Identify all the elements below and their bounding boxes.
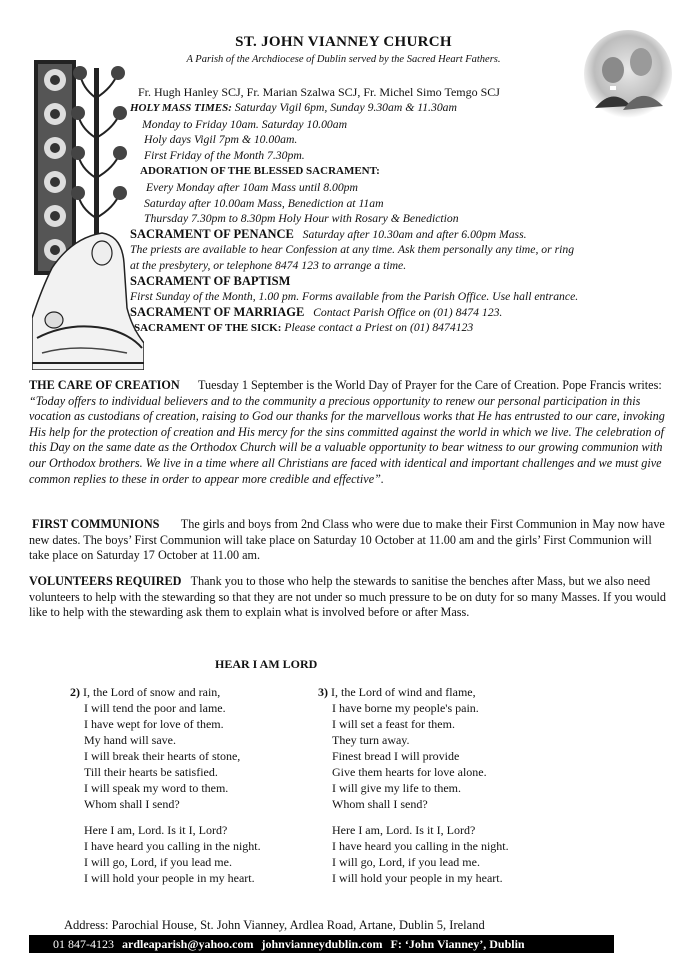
verse-line: I, the Lord of wind and flame, bbox=[328, 685, 476, 699]
pieta-tree-illustration bbox=[32, 58, 144, 370]
marriage-heading: SACRAMENT OF MARRIAGE bbox=[130, 304, 305, 319]
page-title: ST. JOHN VIANNEY CHURCH bbox=[235, 34, 452, 50]
care-of-creation-section bbox=[29, 378, 669, 487]
hymn-refrain-left bbox=[84, 822, 261, 886]
verse-line: My hand will save. bbox=[84, 733, 176, 747]
hymn-refrain-right bbox=[332, 822, 509, 886]
verse-line: I will speak my word to them. bbox=[84, 781, 229, 795]
penance-note: The priests are available to hear Confession at any time. Ask them personally any time, or ring bbox=[130, 243, 575, 257]
verse-line: I will break their hearts of stone, bbox=[84, 749, 241, 763]
contact-phone: 01 847-4123 bbox=[53, 937, 114, 951]
verse-line: Whom shall I send? bbox=[332, 797, 428, 811]
pope-quote: “Today offers to individual believers and to the community a precious opportunity to renew our personal participation in this vocation as custodians of creation, raising to God our thanks for the marvellous works that He has entrusted to our care, invoking His help for the protection of creation and His mercy for the sins committed against the world in which we live. The celebration of this Day on the same date as the Orthodox Church will be a valuable opportunity to bear witness to our growing communion with our Orthodox brothers. We live in a time where all Christians are faced with identical and important challenges and we must give common replies to these in order to appear more credible and effective”. bbox=[29, 393, 665, 486]
first-communions-heading: FIRST COMMUNIONS bbox=[32, 517, 160, 531]
adoration-monday: Every Monday after 10am Mass until 8.00pm bbox=[146, 180, 358, 194]
baptism-info: First Sunday of the Month, 1.00 pm. Forms available from the Parish Office. Use hall entrance. bbox=[130, 290, 579, 304]
refrain-line: I have heard you calling in the night. bbox=[84, 839, 261, 853]
hymn-title: HEAR I AM LORD bbox=[215, 657, 318, 671]
first-communions-section bbox=[29, 517, 669, 564]
adoration-thursday: Thursday 7.30pm to 8.30pm Holy Hour with Rosary & Benediction bbox=[144, 212, 459, 226]
verse-line: I, the Lord of snow and rain, bbox=[80, 685, 221, 699]
mass-times-line: Saturday Vigil 6pm, Sunday 9.30am & 11.30am bbox=[231, 101, 457, 114]
verse-line: Give them hearts for love alone. bbox=[332, 765, 487, 779]
pope-attribution: Pope Francis writes: bbox=[562, 378, 662, 392]
verse-line: Till their hearts be satisfied. bbox=[84, 765, 218, 779]
verse-line: I have wept for love of them. bbox=[84, 717, 224, 731]
verse-number: 3) bbox=[318, 685, 328, 699]
refrain-line: I have heard you calling in the night. bbox=[332, 839, 509, 853]
refrain-line: Here I am, Lord. Is it I, Lord? bbox=[84, 823, 228, 837]
refrain-line: I will go, Lord, if you lead me. bbox=[84, 855, 232, 869]
refrain-line: I will hold your people in my heart. bbox=[84, 871, 255, 885]
volunteers-section bbox=[29, 574, 669, 621]
mass-times-holydays: Holy days Vigil 7pm & 10.00am. bbox=[144, 133, 298, 147]
baptism-heading: SACRAMENT OF BAPTISM bbox=[130, 273, 291, 288]
verse-line: I will tend the poor and lame. bbox=[84, 701, 226, 715]
sick-heading: SACRAMENT OF THE SICK: bbox=[134, 322, 282, 335]
adoration-heading: ADORATION OF THE BLESSED SACRAMENT: bbox=[140, 165, 380, 178]
verse-line: I have borne my people's pain. bbox=[332, 701, 479, 715]
contact-facebook[interactable]: F: ‘John Vianney’, Dublin bbox=[390, 937, 525, 951]
care-of-creation-intro: Tuesday 1 September is the World Day of Prayer for the Care of Creation. bbox=[197, 378, 560, 392]
penance-note-2: at the presbytery, or telephone 8474 123 to arrange a time. bbox=[130, 258, 407, 272]
parish-address: Address: Parochial House, St. John Vianney, Ardlea Road, Artane, Dublin 5, Ireland bbox=[64, 918, 485, 932]
penance-times: Saturday after 10.30am and after 6.00pm Mass. bbox=[302, 227, 527, 241]
contact-email[interactable]: ardleaparish@yahoo.com bbox=[122, 937, 254, 951]
page-subtitle: A Parish of the Archdiocese of Dublin served by the Sacred Heart Fathers. bbox=[186, 54, 501, 65]
verse-line: I will set a feast for them. bbox=[332, 717, 455, 731]
adoration-saturday: Saturday after 10.00am Mass, Benediction at 11am bbox=[144, 196, 384, 210]
verse-line: Finest bread I will provide bbox=[332, 749, 460, 763]
contact-bar bbox=[29, 935, 614, 953]
verse-line: Whom shall I send? bbox=[84, 797, 180, 811]
marriage-info: Contact Parish Office on (01) 8474 123. bbox=[313, 305, 503, 319]
volunteers-text: Thank you to those who help the stewards to sanitise the benches after Mass, but we also need volunteers to help with the stewarding so that they are not under so much pressure to be on duty for so many Masses. If you would like to help with the stewarding ask them to explain what is involved before or after Mass. bbox=[29, 574, 667, 620]
verse-line: They turn away. bbox=[332, 733, 410, 747]
mass-times-heading: HOLY MASS TIMES: bbox=[130, 102, 232, 114]
hymn-verse-3 bbox=[318, 684, 487, 812]
mass-times-first-friday: First Friday of the Month 7.30pm. bbox=[144, 148, 305, 162]
care-of-creation-heading: THE CARE OF CREATION bbox=[29, 378, 180, 392]
refrain-line: I will hold your people in my heart. bbox=[332, 871, 503, 885]
first-communions-text: The girls and boys from 2nd Class who were due to make their First Communion in May now have new dates. The boys’ First Communion will take place on Saturday 10 October at 11.00 am and the girls’ First Communion will take place on Saturday 17 October at 11.00 am. bbox=[29, 517, 665, 563]
verse-number: 2) bbox=[70, 685, 80, 699]
mass-times-weekday: Monday to Friday 10am. Saturday 10.00am bbox=[142, 117, 348, 131]
schedule-block bbox=[130, 100, 675, 337]
hymn-verse-2 bbox=[70, 684, 240, 812]
clergy-list: Fr. Hugh Hanley SCJ, Fr. Marian Szalwa SCJ, Fr. Michel Simo Temgo SCJ bbox=[138, 85, 500, 99]
contact-website[interactable]: johnvianneydublin.com bbox=[261, 937, 383, 951]
refrain-line: Here I am, Lord. Is it I, Lord? bbox=[332, 823, 476, 837]
sick-info: Please contact a Priest on (01) 8474123 bbox=[281, 321, 474, 335]
verse-line: I will give my life to them. bbox=[332, 781, 461, 795]
penance-heading: SACRAMENT OF PENANCE bbox=[130, 226, 294, 241]
volunteers-heading: VOLUNTEERS REQUIRED bbox=[29, 574, 182, 588]
refrain-line: I will go, Lord, if you lead me. bbox=[332, 855, 480, 869]
